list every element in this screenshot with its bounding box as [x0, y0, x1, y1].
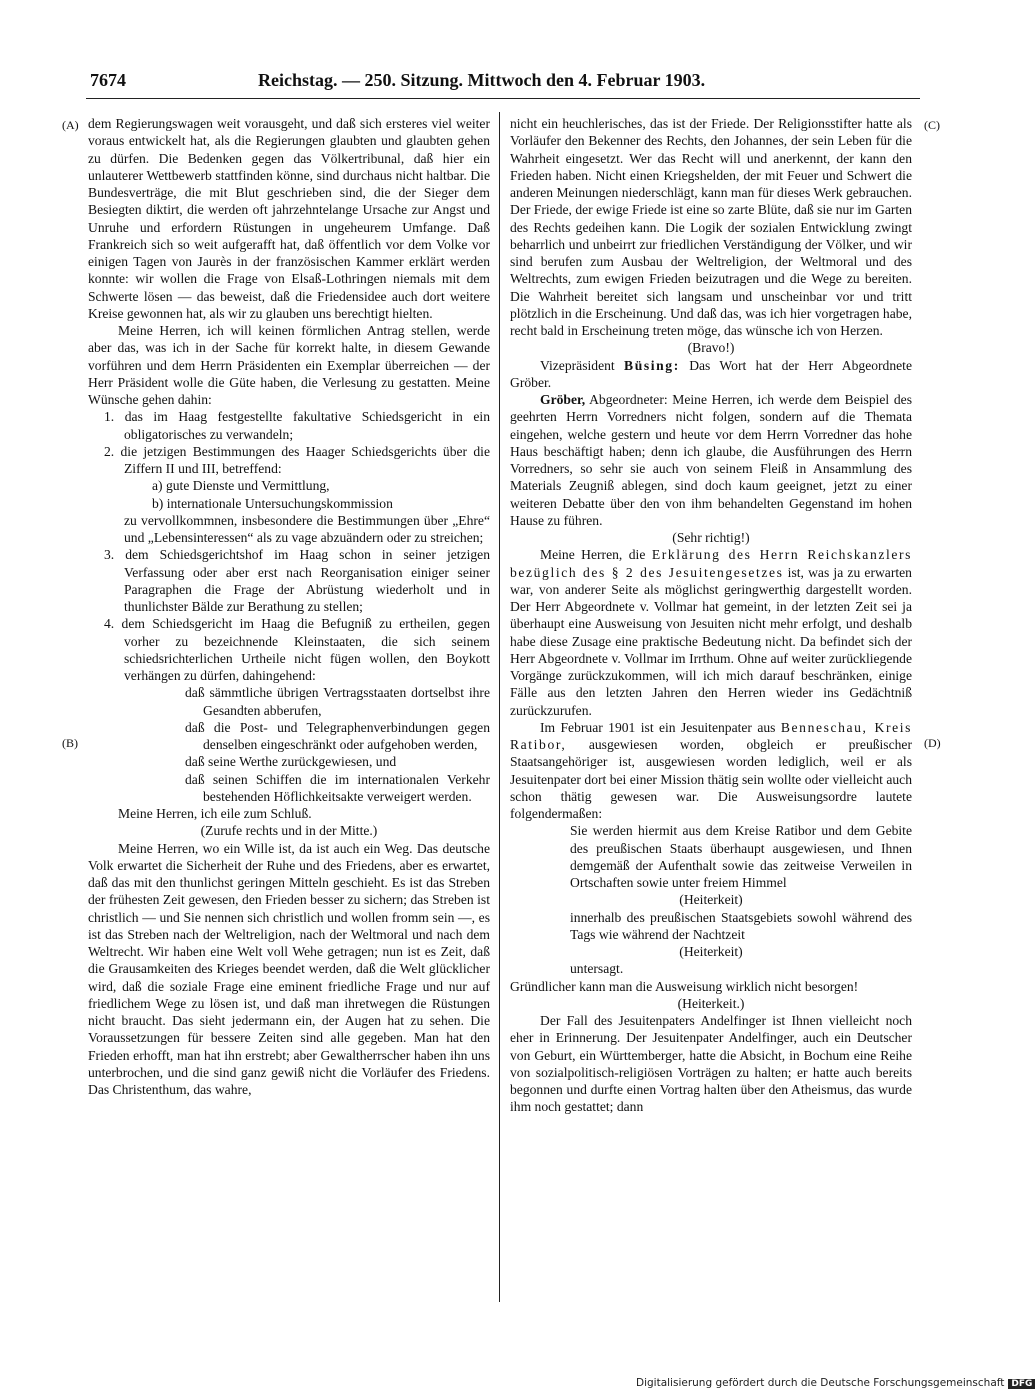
text-run: Im Februar 1901 ist ein Jesuitenpater aus [540, 719, 776, 735]
header-rule [86, 98, 920, 99]
margin-mark-a: (A) [62, 118, 79, 132]
sub-list-item: daß sämmtliche übrigen Vertragsstaaten dortselbst ihre Gesandten abberufen, [185, 685, 490, 718]
speaker-paragraph [510, 391, 912, 529]
paragraph: dem Regierungswagen weit vorausgeht, und daß sich ersteres viel weiter voraus entwickelt hat, als die Regierungen glaubten und glaubten gehen zu dürfen. Die Bedenken gegen das Völkertribunal, daß hier ein unlauterer Wettbewerb stattfinden könne, sind durchaus nicht haltbar. Die Bundesverträge, die mit Blut geschrieben sind, die der Sieger dem Besiegten diktirt, die werden oft jahrzehntelange Ursache zur Angst und Unruhe und erfordern Rüstungen in ungeheurem Umfange. Daß Frankreich sich so weit aufgerafft hat, daß öffentlich vor dem Volke vor einigen Tagen von Jaurès in der französischen Kammer erklärt werden konnte: wir wollen die Frage von Elsaß-Lothringen niemals mit dem Schwerte lösen — das beweist, daß die Friedensidee auch dort weitere Kreise gewonnen hat, als wir zu glauben uns berechtigt hielten. [88, 116, 490, 321]
interjection: (Heiterkeit.) [677, 995, 745, 1011]
paragraph: Der Fall des Jesuitenpaters Andelfinger ist Ihnen vielleicht noch eher in Erinnerung. Der Jesuitenpater Andelfinger, auch ein Deutscher von Geburt, ein Württemberger, hatte die Absicht, in Bochum eine Reihe von sozialpolitisch-religiösen Vorträgen zu halten; er hatte auch bereits begonnen und durfte einen Vortrag halten über den Atheismus, das wurde ihm noch gestattet; dann [510, 1013, 912, 1115]
left-column [88, 115, 490, 1098]
list-item-continuation: zu vervollkommnen, insbesondere die Bestimmungen über „Ehre“ und „Lebensinteressen“ als zu vage abzuändern oder zu streichen; [124, 512, 490, 545]
dfg-logo: DFG [1008, 1379, 1035, 1389]
paragraph: nicht ein heuchlerisches, das ist der Friede. Der Religionsstifter hatte als Vorläufer den Bekenner des Rechts, den Johannes, der sein Leben für die Wahrheit eingesetzt. Wer das Recht will und anerkennt, der kann den Frieden haben. Nicht einen Kriegshelden, der mit Feuer und Schwert die anderen Meinungen niederschlägt, kann man für dieses Werk gebrauchen. Der Friede, der ewige Friede ist eine so zarte Blüte, daß sie nur im Garten des Rechts gedeihen kann. Die Logik der sozialen Entwicklung zwingt beharrlich und unbeirrt zur friedlichen Verständigung der Völker, und wir sind berufen zum Ausbau der Weltreligion, der Weltmoral und des Weltrechts, zum ewigen Frieden beizutragen und die Wege zu bereiten. Die Wahrheit bereitet sich langsam und unscheinbar vor und tritt plötzlich in die Erscheinung. Und daß das, was ich hier vorgetragen habe, recht bald in Erscheinung treten möge, das wünsche ich von Herzen. [510, 116, 912, 338]
column-divider [499, 112, 500, 1302]
paragraph: Meine Herren, wo ein Wille ist, da ist auch ein Weg. Das deutsche Volk erwartet die Sicherheit der Ruhe und des Friedens, aber es erwartet, daß das mit den thunlichst geringen Mitteln geschieht. Es ist das Streben der frühesten Zeit gewesen, den Frieden besser zu sichern; das Streben ist christlich — und Sie nennen sich christlich und wollen fromm sein —, es ist das Streben nach der Weltreligion, nach der Weltmoral und nach dem Weltrecht. Wir haben eine Welt voll Wehe getragen; nun ist es Zeit, daß die Grausamkeiten des Krieges beendet werden, daß die Welt glücklicher wird, daß die soziale Frage eine eminent friedliche Frage und nur auf friedlichem Wege zu lösen ist, und daß man ihretwegen die Rüstungen nicht braucht. Das sieht jedermann ein, der Augen hat zu sehen. Die Voraussetzungen für bessere Zeiten sind alle gegeben. Man hat den Frieden erhofft, man hat ihn erstrebt; aber Gewaltherrscher haben ihn uns unterbrochen, und die sind ganz gewiß nicht die Vorläufer des Friedens. Das Christenthum, das wahre, [88, 840, 490, 1097]
paragraph [510, 719, 912, 823]
paragraph [510, 546, 912, 719]
sub-list-item: b) internationale Untersuchungskommission [152, 495, 393, 511]
margin-mark-c: (C) [924, 118, 940, 132]
margin-mark-d: (D) [924, 736, 941, 750]
spaced-emphasis: Benneschau, Kreis Ratibor, [510, 719, 912, 752]
text-run: Meine Herren, die [540, 547, 646, 563]
margin-mark-b: (B) [62, 736, 78, 750]
interjection: (Heiterkeit) [679, 944, 743, 959]
spaced-emphasis: Erklärung des Herrn Reichskanzlers bezüglich des § 2 des Jesuitengesetzes [510, 547, 913, 580]
interjection: (Bravo!) [687, 340, 735, 356]
quotation: innerhalb des preußischen Staatsgebiets sowohl während des Tags wie während der Nachtzeit [570, 909, 912, 942]
list-item: 2. die jetzigen Bestimmungen des Haager Schiedsgerichts über die Ziffern II und III, betreffend: [104, 443, 490, 476]
list-item: 4. dem Schiedsgericht im Haag die Befugniß zu ertheilen, gegen vorher zu bezeichnende Kleinstaaten, die sich seinem schiedsrichterlichen Urtheile nicht fügen wollen, den Boykott verhängen zu dürfen, dahingehend: [104, 616, 490, 683]
paragraph: Gründlicher kann man die Ausweisung wirklich nicht besorgen! [510, 978, 859, 994]
quotation: Sie werden hiermit aus dem Kreise Ratibor und dem Gebite des preußischen Staats überhaupt ausgewiesen, und Ihnen demgemäß der Aufenthalt sowie das zeitweise Verweilen in Ortschaften sowie unter freiem Himmel [570, 823, 912, 890]
paragraph: Meine Herren, ich will keinen förmlichen Antrag stellen, werde aber das, was ich in der Sache für korrekt halte, in diesem Gewande vorführen und dem Herrn Präsidenten ein Exemplar überreichen — der Herr Präsident wolle die Güte haben, die Verlesung zu gestatten. Meine Wünsche gehen dahin: [88, 323, 490, 407]
sub-list-item: daß seinen Schiffen die im internationalen Verkehr bestehenden Höflichkeitsakte verweigert werden. [185, 771, 490, 804]
speaker-text: Abgeordneter: Meine Herren, ich werde dem Beispiel des geehrten Herrn Vorredners nicht folgen, sondern auf die Themata eingehen, welche gestern und heute vor dem Herrn Vorredner das hohe Haus beschäftigt haben; denn ich glaube, die Ausführungen des Herrn Vorredners, so sehr sie auch von seinem Fleiß in Ansammlung des Materials Zeugniß ablegen, sind doch kaum geeignet, jetzt zu einer weiteren Debatte über den von ihm behandelten Gegenstand im hohen Hause zu führen. [510, 392, 912, 528]
footer [636, 1377, 1035, 1389]
text-run: ist, was ja zu erwarten war, von anderer Seite als möglichst geringwerthig dargestellt worden. Der Herr Abgeordnete v. Vollmar hat gemeint, in der letzten Zeit sei ja überhaupt eine Ausweisung von Jesuiten nicht mehr erfolgt, und deshalb habe diese Zusage eine praktische Bedeutung nicht. Da befindet sich der Herr Abgeordnete v. Vollmar im Irrthum. Ohne auf weiter zurückliegende Vorgänge zurückzukommen, will ich mich darauf beschränken, einige Fälle aus den letzten Jahren den Herren wieder ins Gedächtniß zurückzurufen. [510, 564, 912, 718]
speaker-paragraph [510, 357, 912, 392]
list-item: 3. dem Schiedsgerichtshof im Haag schon in seiner jetzigen Verfassung oder aber erst nach Reorganisation einiger seiner Paragraphen die Frage der Abrüstung wiederholt und in thunlichster Bälde zur Berathung zu stellen; [104, 547, 490, 614]
footer-credit: Digitalisierung gefördert durch die Deutsche Forschungsgemeinschaft [636, 1377, 1005, 1389]
page-header [90, 70, 920, 94]
speaker-name: Gröber, [540, 392, 586, 407]
quotation: untersagt. [570, 961, 624, 977]
speaker-text: Das Wort hat der Herr Abgeordnete Gröber. [510, 357, 912, 390]
interjection: (Heiterkeit) [679, 892, 743, 908]
text-run: ausgewiesen worden, obgleich er preußischer Staatsangehöriger ist, ausgewiesen worden lediglich, weil er als Jesuitenpater dort bei einer Mission thätig sein wollte oder vielleicht auch schon thätig gewesen war. Die Ausweisungsordre lautete folgendermaßen: [510, 737, 912, 821]
interjection: (Zurufe rechts und in der Mitte.) [200, 823, 378, 839]
interjection: (Sehr richtig!) [672, 530, 750, 545]
speaker-name: Büsing: [624, 357, 680, 373]
page-number: 7674 [90, 70, 126, 90]
page-title: Reichstag. — 250. Sitzung. Mittwoch den 4. Februar 1903. [258, 70, 706, 90]
sub-list-item: a) gute Dienste und Vermittlung, [152, 478, 330, 494]
speaker-role: Vizepräsident [540, 357, 615, 373]
paragraph: Meine Herren, ich eile zum Schluß. [118, 806, 312, 821]
right-column [510, 115, 912, 1116]
list-item: 1. das im Haag festgestellte fakultative Schiedsgericht in ein obligatorisches zu verwandeln; [104, 409, 490, 442]
sub-list-item: daß die Post- und Telegraphenverbindungen gegen denselben eingeschränkt oder aufgehoben werden, [185, 719, 490, 752]
sub-list-item: daß seine Werthe zurückgewiesen, und [185, 754, 397, 770]
